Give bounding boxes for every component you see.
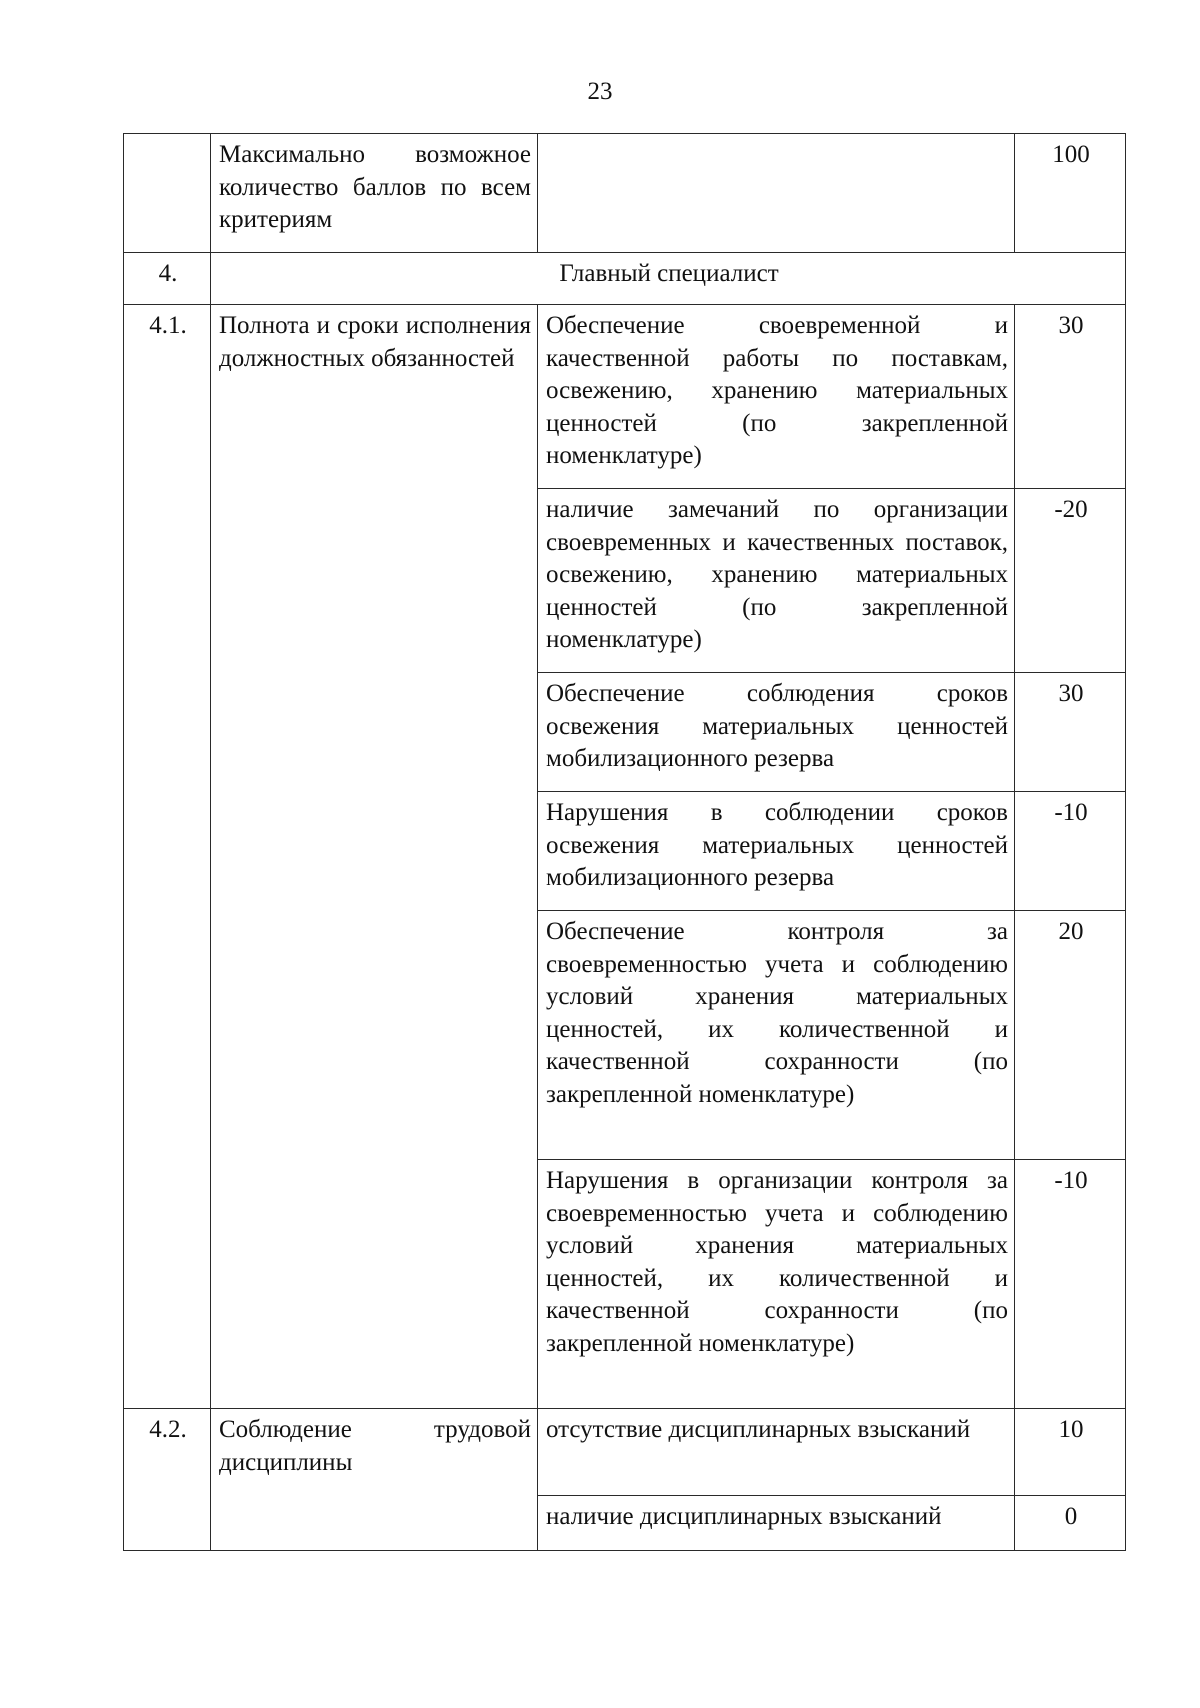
indicator-score: 30	[1015, 673, 1126, 792]
section-title: Главный специалист	[211, 253, 1126, 305]
table-row	[124, 1409, 1126, 1496]
indicator-score: -20	[1015, 489, 1126, 673]
max-score-label: Максимально возможное количество баллов по всем критериям	[211, 134, 538, 253]
criteria-table	[123, 133, 1126, 1551]
indicator-text: отсутствие дисциплинарных взысканий	[538, 1409, 1015, 1496]
indicator-score: 0	[1015, 1496, 1126, 1551]
indicator-score: 10	[1015, 1409, 1126, 1496]
max-score-row	[124, 134, 1126, 253]
criterion-name: Соблюдение трудовой дисциплины	[211, 1409, 538, 1551]
max-score-number-cell	[124, 134, 211, 253]
max-score-value: 100	[1015, 134, 1126, 253]
indicator-text: Обеспечение контроля за своевременностью учета и соблюдению условий хранения материальных ценностей, их количественной и качественной сохранности (по закрепленной номенклатуре)	[538, 911, 1015, 1160]
indicator-score: 20	[1015, 911, 1126, 1160]
indicator-text: Обеспечение своевременной и качественной работы по поставкам, освежению, хранению материальных ценностей (по закрепленной номенклатуре)	[538, 305, 1015, 489]
section-header-row	[124, 253, 1126, 305]
indicator-text: Нарушения в организации контроля за своевременностью учета и соблюдению условий хранения материальных ценностей, их количественной и качественной сохранности (по закрепленной номенклатуре)	[538, 1160, 1015, 1409]
max-score-indicator-cell	[538, 134, 1015, 253]
indicator-score: 30	[1015, 305, 1126, 489]
criterion-number: 4.1.	[124, 305, 211, 1409]
criterion-name: Полнота и сроки исполнения должностных обязанностей	[211, 305, 538, 1409]
section-number: 4.	[124, 253, 211, 305]
criterion-number: 4.2.	[124, 1409, 211, 1551]
page-number: 23	[587, 78, 613, 105]
indicator-score: -10	[1015, 1160, 1126, 1409]
indicator-score: -10	[1015, 792, 1126, 911]
indicator-text: Нарушения в соблюдении сроков освежения материальных ценностей мобилизационного резерва	[538, 792, 1015, 911]
indicator-text: наличие дисциплинарных взысканий	[538, 1496, 1015, 1551]
indicator-text: Обеспечение соблюдения сроков освежения материальных ценностей мобилизационного резерва	[538, 673, 1015, 792]
table-row	[124, 305, 1126, 489]
indicator-text: наличие замечаний по организации своевременных и качественных поставок, освежению, хранению материальных ценностей (по закрепленной номенклатуре)	[538, 489, 1015, 673]
